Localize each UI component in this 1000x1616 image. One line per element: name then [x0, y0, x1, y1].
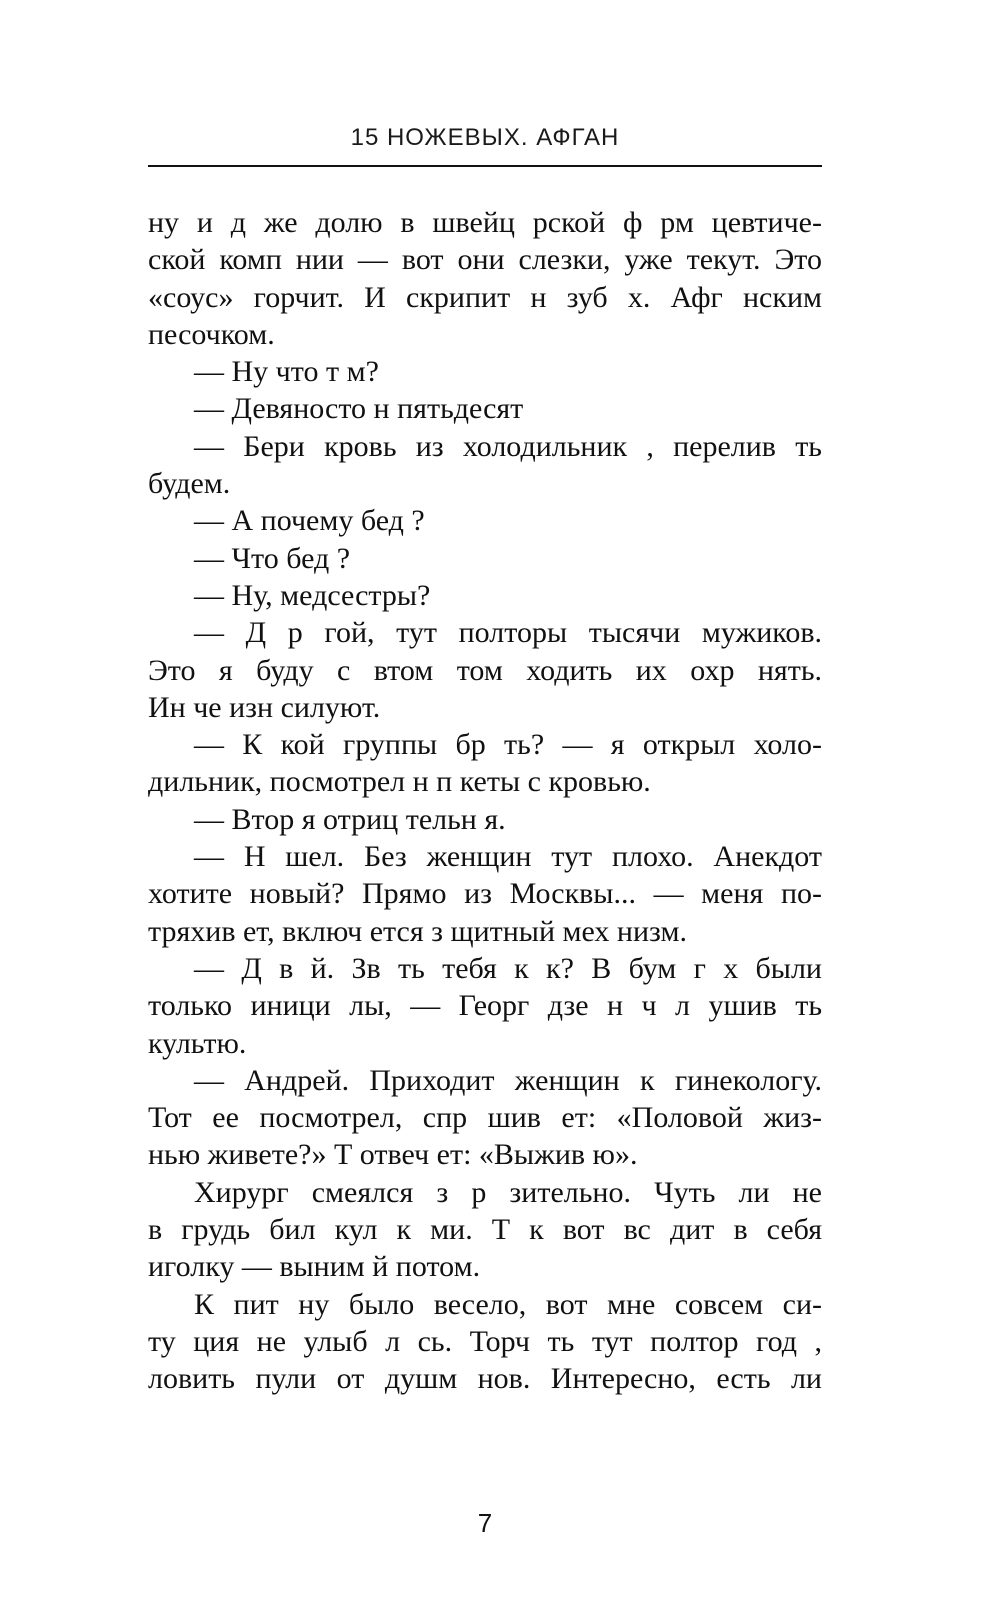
text-line: — Ну, медсестры?	[194, 578, 431, 612]
text-line: — Девяносто н пятьдесят	[194, 392, 524, 426]
text-line: ловить пули от душм нов. Интересно, есть ли	[148, 1362, 822, 1396]
text-line: будем.	[148, 467, 231, 501]
text-line: хотите новый? Прямо из Москвы... — меня по-	[148, 877, 822, 911]
text-line: ну и д же долю в швейц рской ф рм цевтиче-	[148, 206, 822, 239]
text-line: Тот ее посмотрел, спр шив ет: «Половой жиз-	[148, 1101, 822, 1135]
text-line: иголку — выним й потом.	[148, 1250, 481, 1284]
page-number: 7	[477, 1508, 493, 1538]
text-line: тряхив ет, включ ется з щитный мех низм.	[148, 914, 687, 948]
text-line: — Бери кровь из холодильник , перелив ть	[194, 429, 822, 463]
text-line: — Втор я отриц тельн я.	[194, 802, 506, 836]
text-line: ту ция не улыб л сь. Торч ть тут полтор год ,	[148, 1324, 822, 1358]
text-line: Это я буду с втом том ходить их охр нять.	[148, 653, 822, 687]
text-line: песочком.	[148, 317, 275, 351]
text-line: — А почему бед ?	[194, 504, 425, 538]
text-line: — Андрей. Приходит женщин к гинекологу.	[194, 1063, 822, 1097]
text-line: — Ну что т м?	[194, 355, 379, 389]
text-line: нью живете?» Т отвеч ет: «Выжив ю».	[148, 1138, 638, 1172]
text-line: — Д в й. Зв ть тебя к к? В бум г х были	[194, 951, 822, 985]
text-line: культю.	[148, 1026, 247, 1060]
text-line: — К кой группы бр ть? — я открыл холо-	[194, 728, 822, 762]
text-line: Хирург смеялся з р зительно. Чуть ли не	[194, 1175, 822, 1209]
text-line: дильник, посмотрел н п кеты с кровью.	[148, 765, 651, 799]
text-line: ской комп нии — вот они слезки, уже текут. Это	[148, 243, 822, 277]
text-line: — Что бед ?	[194, 541, 351, 575]
text-line: в грудь бил кул к ми. Т к вот вс дит в себя	[148, 1213, 822, 1247]
text-line: «соус» горчит. И скрипит н зуб х. Афг нским	[148, 280, 822, 314]
text-line: — Д р гой, тут полторы тысячи мужиков.	[194, 616, 822, 650]
text-line: Ин че изн силуют.	[148, 690, 381, 724]
header-divider	[148, 165, 822, 167]
text-line: К пит ну было весело, вот мне совсем си-	[194, 1287, 822, 1321]
text-line: только иници лы, — Георг дзе н ч л ушив ть	[148, 989, 822, 1023]
running-title: 15 НОЖЕВЫХ. АФГАН	[350, 124, 620, 151]
text-line: — Н шел. Без женщин тут плохо. Анекдот	[194, 840, 822, 874]
body-text	[148, 204, 822, 1398]
